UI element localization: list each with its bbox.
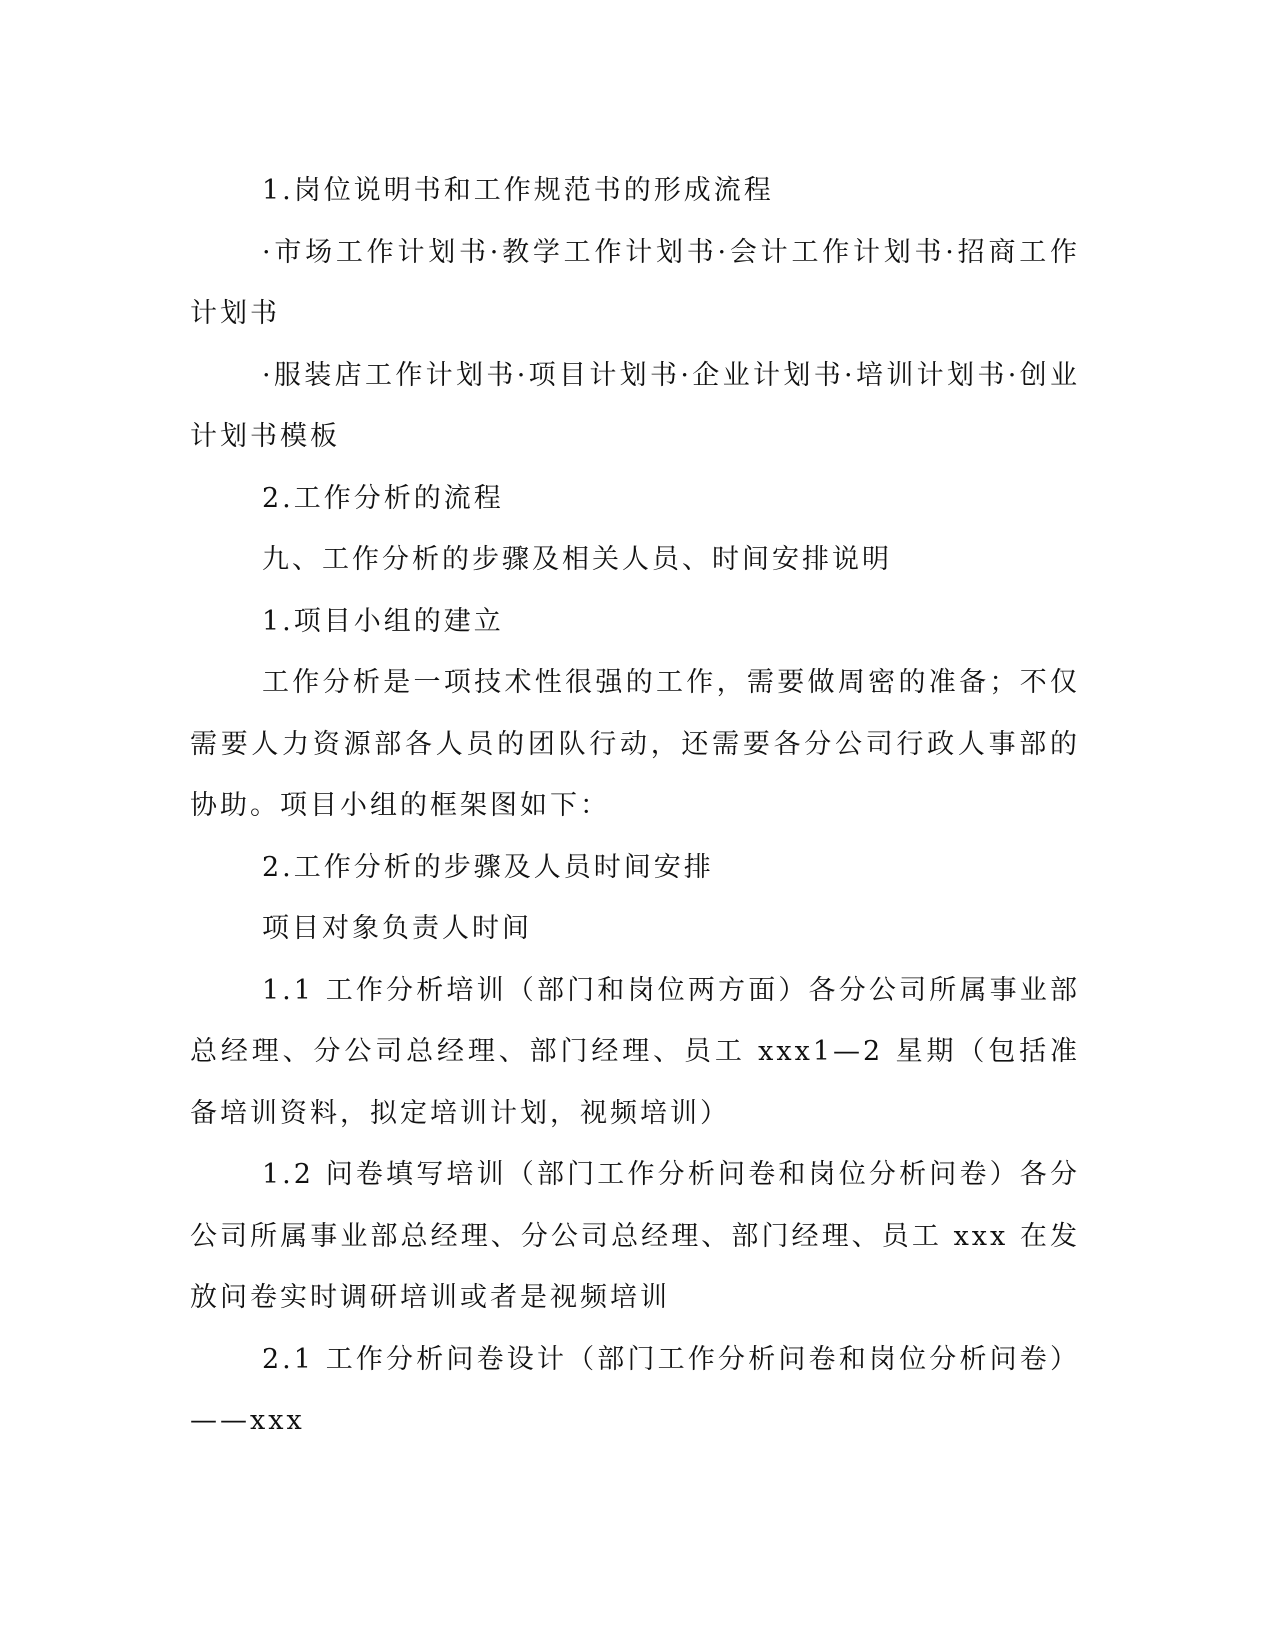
heading-job-analysis-flow: 2.工作分析的流程: [262, 482, 504, 514]
item-2-1: 2.1 工作分析问卷设计（部门工作分析问卷和岗位分析问卷）——xxx: [190, 1343, 1080, 1436]
heading-project-team: 1.项目小组的建立: [262, 605, 504, 637]
section-title-nine: 九、工作分析的步骤及相关人员、时间安排说明: [262, 544, 892, 575]
plan-template-list-1: ·市场工作计划书·教学工作计划书·会计工作计划书·招商工作计划书: [190, 236, 1080, 329]
item-1-2: 1.2 问卷填写培训（部门工作分析问卷和岗位分析问卷）各分公司所属事业部总经理、分公司总经理、部门经理、员工 xxx 在发放问卷实时调研培训或者是视频培训: [190, 1159, 1080, 1313]
heading-job-description-flow: 1.岗位说明书和工作规范书的形成流程: [262, 175, 774, 206]
heading-steps-schedule: 2.工作分析的步骤及人员时间安排: [262, 851, 714, 883]
document-body: [190, 160, 1080, 1452]
item-1-1: 1.1 工作分析培训（部门和岗位两方面）各分公司所属事业部总经理、分公司总经理、部门经理、员工 xxx1—2 星期（包括准备培训资料，拟定培训计划，视频培训）: [190, 974, 1080, 1129]
plan-template-list-2: ·服装店工作计划书·项目计划书·企业计划书·培训计划书·创业计划书模板: [190, 359, 1080, 452]
body-paragraph-team: 工作分析是一项技术性很强的工作，需要做周密的准备；不仅需要人力资源部各人员的团队行动，还需要各分公司行政人事部的协助。项目小组的框架图如下：: [190, 667, 1080, 821]
table-header-line: 项目对象负责人时间: [262, 913, 532, 944]
